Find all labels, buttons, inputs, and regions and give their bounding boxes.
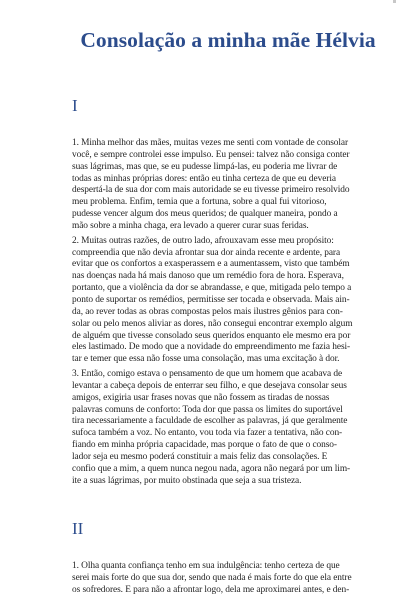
text-line: evitar que os confortos a exasperassem e a aumentassem, visto que também	[72, 259, 350, 270]
text-line: despertá-la de sua dor com mais autoridade se eu tivesse primeiro resolvido	[72, 185, 350, 196]
text-line: meu problema. Enfim, temia que a fortuna, sobre a qual fui vitorioso,	[72, 197, 327, 208]
text-line: portanto, que a violência da dor se abrandasse, e que, mitigada pelo tempo a	[72, 283, 352, 294]
text-line: tira necessariamente a faculdade de escolher as palavras, já que geralmente	[72, 416, 348, 427]
paragraph-2-1	[72, 561, 384, 597]
text-line: 1. Minha melhor das mães, muitas vezes me senti com vontade de consolar	[72, 138, 349, 148]
text-line: amigos, exigiria usar frases novas que não fossem as tiradas de nossas	[72, 392, 330, 403]
text-line: serei mais forte do que sua dor, sendo que nada é mais forte do que ela entre	[72, 573, 352, 584]
text-line: ite a suas lágrimas, por muito obstinada que seja a sua tristeza.	[72, 475, 302, 486]
paragraph-1-1	[72, 138, 384, 233]
text-line: mão sobre a minha chaga, era levado a querer curar suas feridas.	[72, 220, 309, 231]
paragraph-1-2	[72, 236, 384, 366]
document-page	[72, 0, 384, 600]
text-line: de alguém que tivesse consolado seus queridos enquanto ele mesmo era por	[72, 330, 351, 341]
text-line: os sofredores. E para não a afrontar logo, dela me aproximarei antes, e den-	[72, 585, 350, 596]
text-line: nas doenças nada há mais danoso que um remédio fora de hora. Esperava,	[72, 271, 344, 282]
text-line: fiando em minha própria capacidade, mas porque o fato de que o conso-	[72, 440, 337, 451]
text-line: compreendia que não devia afrontar sua dor ainda recente e ardente, para	[72, 247, 341, 258]
text-line: 3. Então, comigo estava o pensamento de que um homem que acabava de	[72, 369, 343, 380]
text-line: você, e sempre controlei esse impulso. Eu pensei: talvez não consiga conter	[72, 149, 350, 160]
text-line: confio que a mim, a quem nunca negou nada, agora não negará por um lim-	[72, 463, 351, 474]
chapter-heading-1: I	[72, 96, 78, 115]
text-line: suas lágrimas, mas que, se eu pudesse limpá-las, eu poderia me livrar de	[72, 161, 338, 172]
chapter-2-body	[72, 561, 384, 597]
text-line: palavras comuns de conforto: Toda dor que passa os limites do suportável	[72, 404, 343, 415]
page-corner-mark	[393, 0, 396, 3]
text-line: 2. Muitas outras razões, de outro lado, afrouxavam esse meu propósito:	[72, 235, 334, 246]
text-line: tar e temer que essa não fosse uma consolação, mas uma excitação à dor.	[72, 354, 340, 365]
text-line: lador seja eu mesmo poderá constituir a mais feliz das consolações. E	[72, 451, 328, 462]
text-line: eles lastimado. De modo que a novidade do empreendimento me fazia hesi-	[72, 342, 351, 353]
text-line: todas as minhas próprias dores: então eu tinha certeza de que eu deveria	[72, 173, 336, 184]
chapter-heading-2: II	[72, 519, 84, 539]
text-line: da, ao rever todas as obras compostas pelos mais ilustres gênios para con-	[72, 306, 343, 317]
text-line: pudesse vencer algum dos meus queridos; de qualquer maneira, pondo a	[72, 209, 338, 220]
text-line: 1. Olha quanta confiança tenho em sua indulgência: tenho certeza de que	[72, 561, 340, 572]
text-line: sufoca também a voz. No entanto, vou toda via fazer a tentativa, não con-	[72, 428, 343, 439]
text-line: ponto de suportar os remédios, permitisse ser tocada e observada. Mais ain-	[72, 294, 350, 305]
chapter-1-body	[72, 138, 384, 487]
paragraph-1-3	[72, 369, 384, 487]
text-line: levantar a cabeça depois de enterrar seu filho, e que desejava consolar seus	[72, 380, 347, 391]
book-title: Consolação a minha mãe Hélvia	[80, 28, 376, 52]
text-line: solar ou pelo menos aliviar as dores, não consegui encontrar exemplo algum	[72, 318, 353, 329]
